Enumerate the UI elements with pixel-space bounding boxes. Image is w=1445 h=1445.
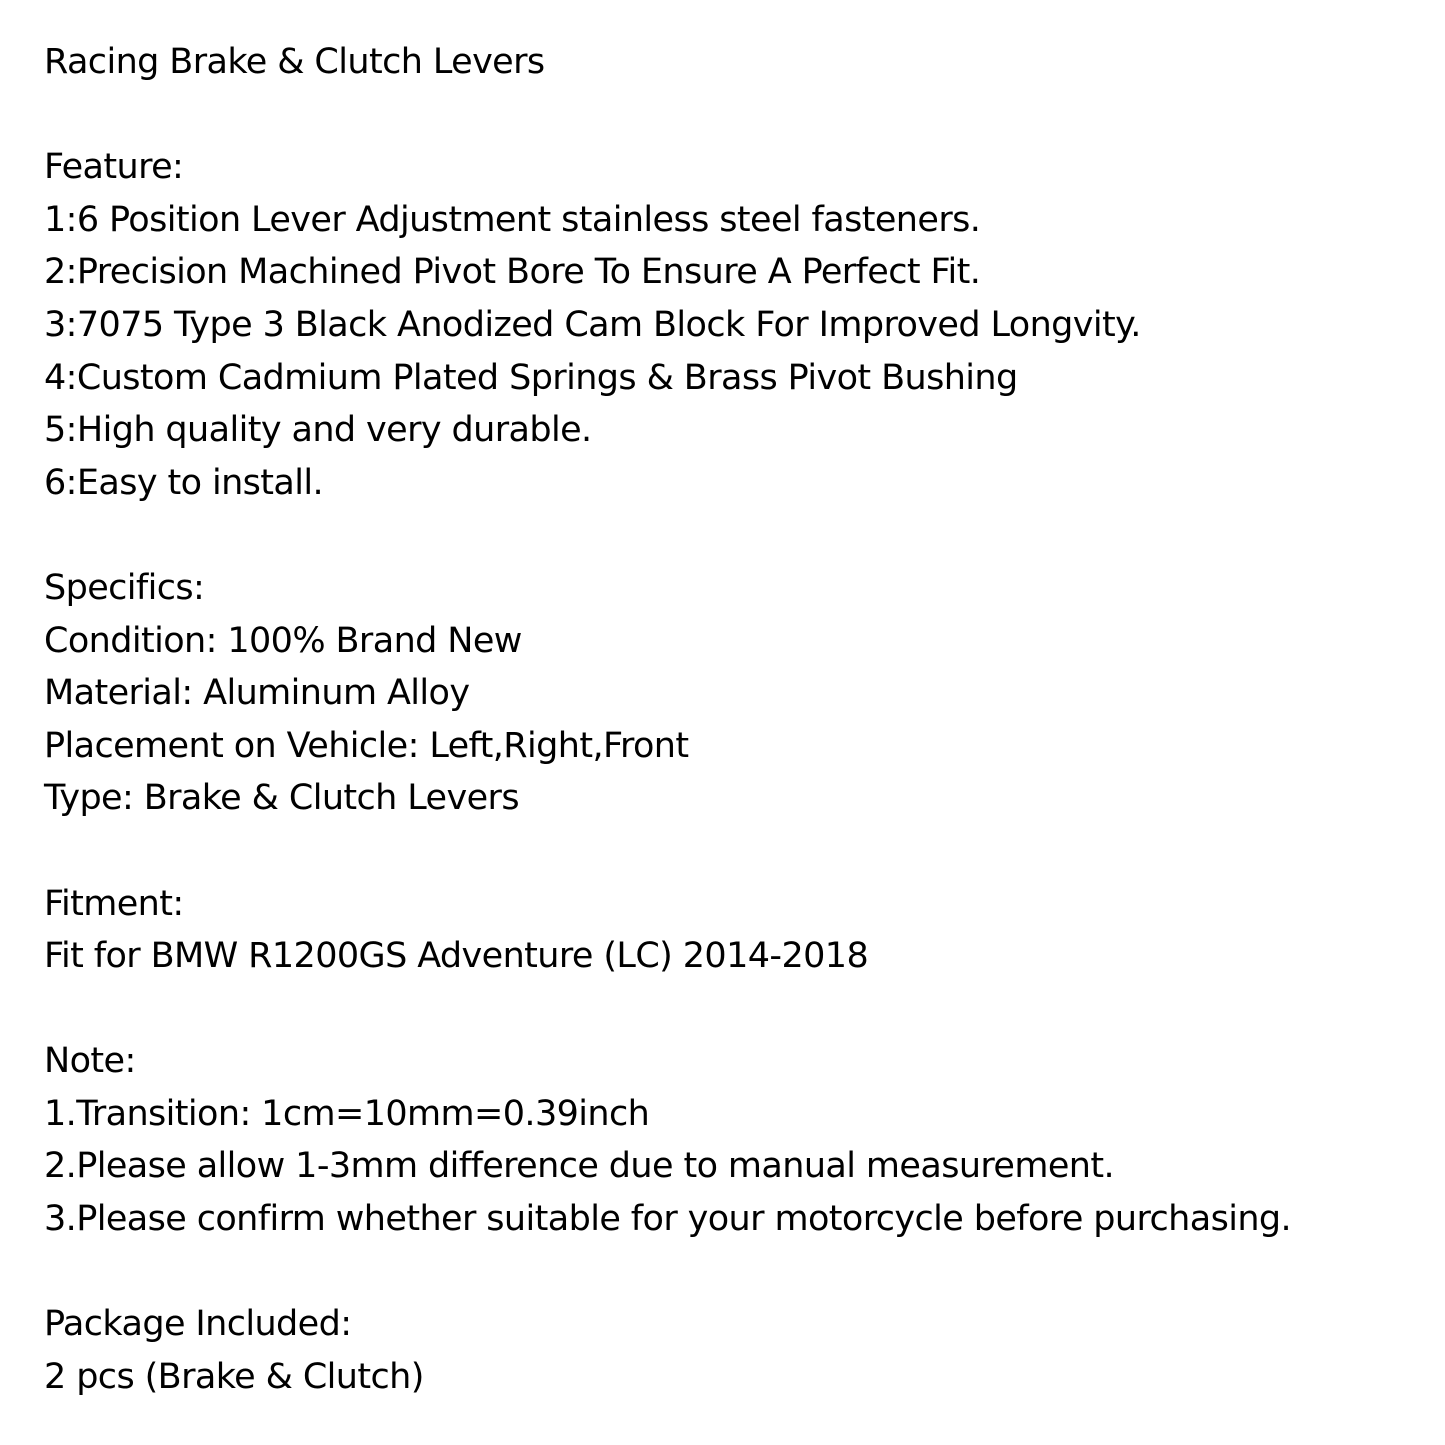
feature-section — [44, 141, 1291, 509]
product-description — [44, 36, 1291, 1403]
spec-item: Material: Aluminum Alloy — [44, 673, 470, 714]
note-item: 3.Please confirm whether suitable for your motorcycle before purchasing. — [44, 1199, 1292, 1240]
spec-item: Type: Brake & Clutch Levers — [44, 778, 519, 819]
section-heading-fitment: Fitment: — [44, 883, 184, 924]
note-section — [44, 1035, 1291, 1245]
note-item: 2.Please allow 1-3mm difference due to manual measurement. — [44, 1146, 1115, 1187]
feature-item: 6:Easy to install. — [44, 462, 324, 503]
feature-item: 5:High quality and very durable. — [44, 410, 592, 451]
spec-item: Condition: 100% Brand New — [44, 620, 522, 661]
note-item: 1.Transition: 1cm=10mm=0.39inch — [44, 1093, 650, 1134]
spec-item: Placement on Vehicle: Left,Right,Front — [44, 725, 689, 766]
document-title: Racing Brake & Clutch Levers — [44, 42, 545, 82]
section-heading-specifics: Specifics: — [44, 567, 205, 608]
spacer — [44, 825, 1291, 878]
specifics-section — [44, 562, 1291, 825]
fitment-section — [44, 878, 1291, 983]
feature-item: 4:Custom Cadmium Plated Springs & Brass Pivot Bushing — [44, 357, 1018, 398]
section-heading-note: Note: — [44, 1041, 136, 1082]
spacer — [44, 1246, 1291, 1299]
package-item: 2 pcs (Brake & Clutch) — [44, 1356, 424, 1397]
spacer — [44, 509, 1291, 562]
spacer — [44, 89, 1291, 142]
feature-item: 2:Precision Machined Pivot Bore To Ensure A Perfect Fit. — [44, 252, 981, 293]
section-heading-package: Package Included: — [44, 1304, 352, 1345]
fitment-item: Fit for BMW R1200GS Adventure (LC) 2014-2018 — [44, 936, 869, 977]
spacer — [44, 983, 1291, 1036]
section-heading-feature: Feature: — [44, 147, 184, 188]
package-section — [44, 1298, 1291, 1403]
feature-item: 3:7075 Type 3 Black Anodized Cam Block For Improved Longvity. — [44, 304, 1141, 345]
feature-item: 1:6 Position Lever Adjustment stainless steel fasteners. — [44, 199, 981, 240]
